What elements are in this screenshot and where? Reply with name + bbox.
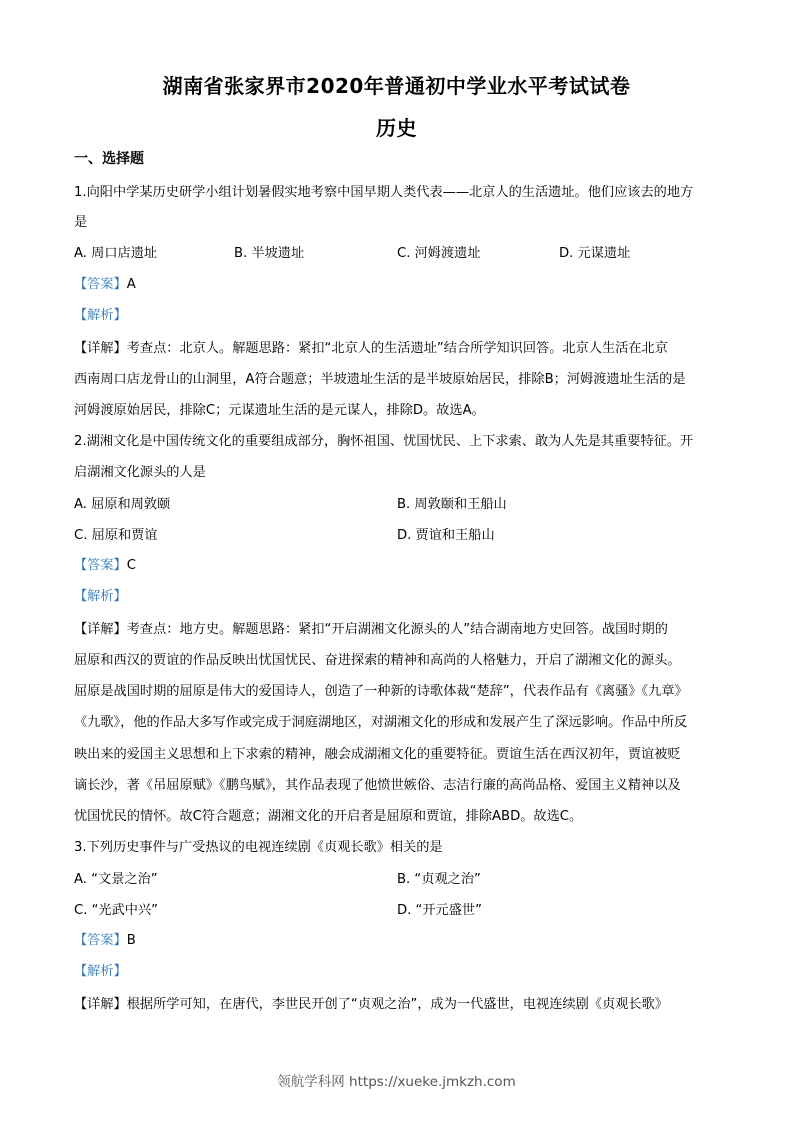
q1-detail-tag: 【详解】 [74,341,127,356]
q1-option-c: C. 河姆渡遗址 [397,246,481,261]
q1-answer-tag: 【答案】 [74,277,127,292]
q1-option-d: D. 元谋遗址 [559,246,631,261]
q1-detail-line-3: 河姆渡原始居民，排除C；元谋遗址生活的是元谋人，排除D。故选A。 [74,403,485,418]
q2-analysis-tag: 【解析】 [74,589,127,604]
q1-analysis-tag: 【解析】 [74,308,127,323]
q2-detail-tag: 【详解】 [74,622,127,637]
q1-detail-text-1: 考查点：北京人。解题思路：紧扣“北京人的生活遗址”结合所学知识回答。北京人生活在北京 [126,341,668,356]
q2-answer-tag: 【答案】 [74,558,127,573]
q2-option-c: C. 屈原和贾谊 [74,528,158,543]
q1-answer-value: A [126,277,136,292]
q3-detail-tag: 【详解】 [74,997,127,1012]
q3-option-c: C. “光武中兴” [74,903,159,918]
q2-detail-text-1: 考查点：地方史。解题思路：紧扣“开启湖湘文化源头的人”结合湖南地方史回答。战国时期的 [126,622,668,637]
q1-stem-line-1: 1.向阳中学某历史研学小组计划暑假实地考察中国早期人类代表——北京人的生活遗址。他们应该去的地方 [74,185,694,200]
q3-analysis-tag: 【解析】 [74,964,127,979]
exam-title: 湖南省张家界市2020年普通初中学业水平考试试卷 [162,74,631,98]
q2-option-b: B. 周敦颐和王船山 [397,497,507,512]
q3-option-d: D. “开元盛世” [397,903,482,918]
q2-detail-line-4: 《九歌》，他的作品大多写作或完成于洞庭湖地区，对湖湘文化的形成和发展产生了深远影响。作品中所反 [74,715,688,730]
q1-answer-line [74,276,136,294]
q2-detail-line-1 [74,621,668,639]
q3-option-a: A. “文景之治” [74,872,158,887]
exam-subject: 历史 [376,116,417,140]
q1-detail-line-1 [74,340,668,358]
q1-detail-line-2: 西南周口店龙骨山的山洞里，A符合题意；半坡遗址生活的是半坡原始居民，排除B；河姆渡遗址生活的是 [74,372,686,387]
q2-stem-line-1: 2.湖湘文化是中国传统文化的重要组成部分，胸怀祖国、忧国忧民、上下求索、敢为人先是其重要特征。开 [74,434,694,449]
q3-option-b: B. “贞观之治” [397,872,481,887]
q2-detail-line-6: 谪长沙，著《吊屈原赋》《鹏鸟赋》，其作品表现了他愤世嫉俗、志洁行廉的高尚品格、爱国主义精神以及 [74,778,681,793]
q3-answer-tag: 【答案】 [74,933,127,948]
q1-option-a: A. 周口店遗址 [74,246,158,261]
section-heading: 一、选择题 [74,151,144,167]
q1-stem-line-2: 是 [74,215,88,230]
q3-answer-value: B [126,933,136,948]
q1-option-b: B. 半坡遗址 [234,246,305,261]
q3-detail-line-1 [74,996,668,1014]
q2-answer-value: C [126,558,136,573]
q2-detail-line-3: 屈原是战国时期的屈原是伟大的爱国诗人，创造了一种新的诗歌体裁“楚辞”，代表作品有《离骚》《九章》 [74,684,688,699]
q3-stem-line-1: 3.下列历史事件与广受热议的电视连续剧《贞观长歌》相关的是 [74,840,443,855]
q3-detail-text-1: 根据所学可知，在唐代，李世民开创了“贞观之治”，成为一代盛世，电视连续剧《贞观长歌》 [126,997,668,1012]
q2-detail-line-2: 屈原和西汉的贾谊的作品反映出忧国忧民、奋进探索的精神和高尚的人格魅力，开启了湖湘文化的源头。 [74,653,681,668]
q2-stem-line-2: 启湖湘文化源头的人是 [74,465,206,480]
q2-option-d: D. 贾谊和王船山 [397,528,495,543]
q2-option-a: A. 屈原和周敦颐 [74,497,171,512]
page-footer: 领航学科网 https://xueke.jmkzh.com [277,1074,516,1090]
q2-detail-line-7: 忧国忧民的情怀。故C符合题意；湖湘文化的开启者是屈原和贾谊，排除ABD。故选C。 [74,809,583,824]
q2-answer-line [74,557,136,575]
q2-detail-line-5: 映出来的爱国主义思想和上下求索的精神，融会成湖湘文化的重要特征。贾谊生活在西汉初年，贾谊被贬 [74,747,681,762]
q3-answer-line [74,932,136,950]
